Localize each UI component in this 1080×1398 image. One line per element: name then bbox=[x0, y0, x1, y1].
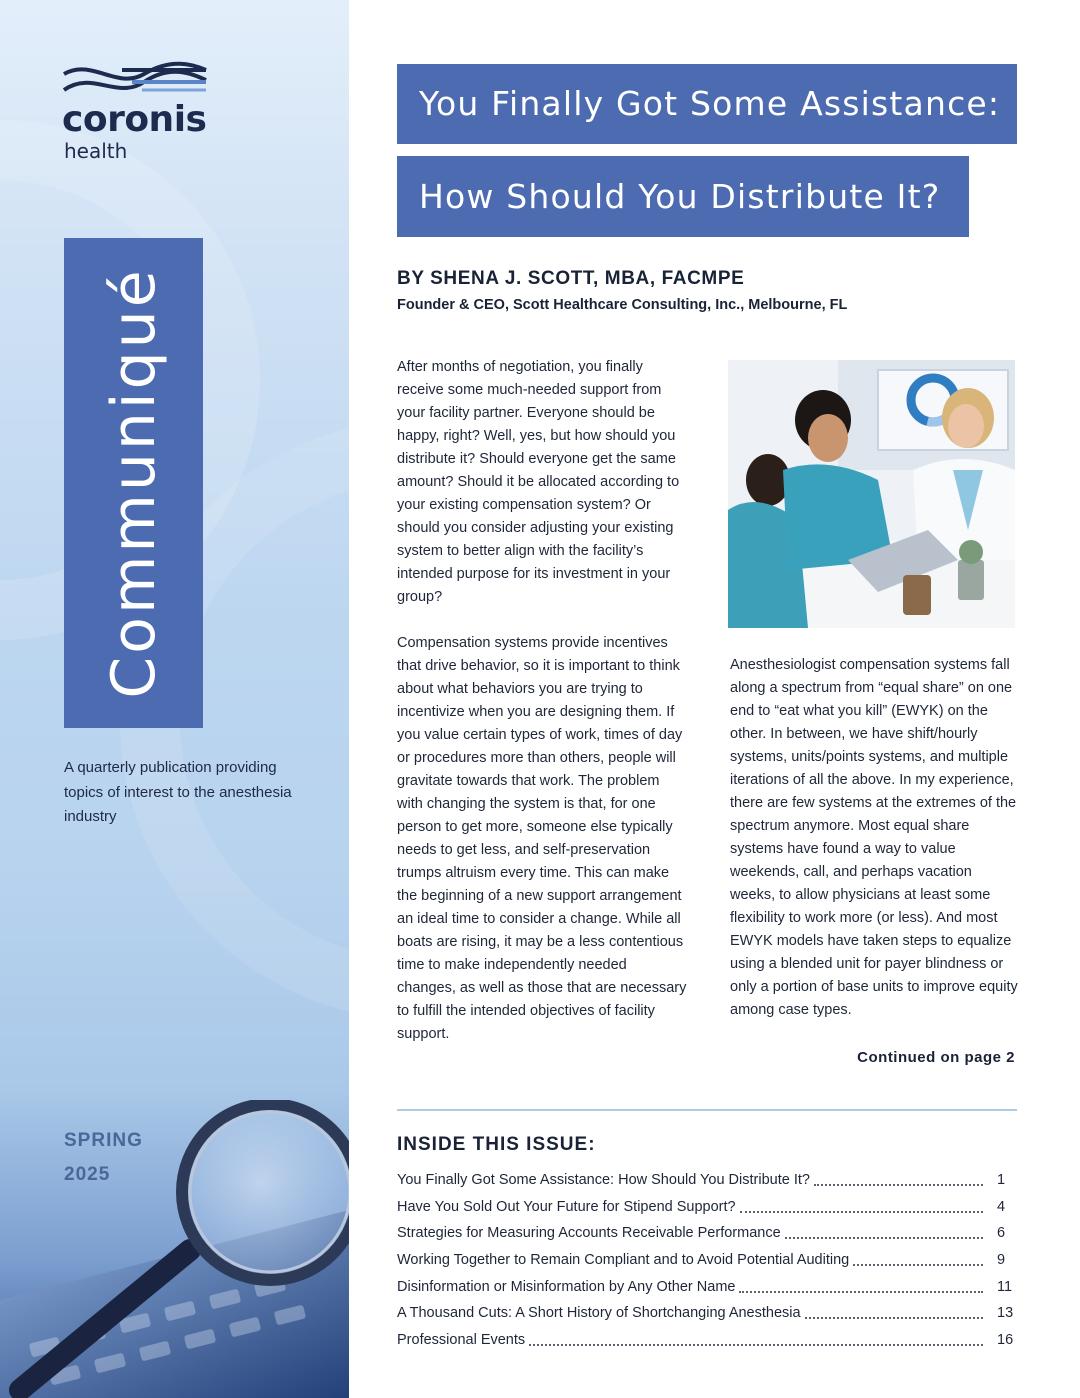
toc-item-title: Strategies for Measuring Accounts Receivable Performance bbox=[397, 1225, 781, 1242]
toc-leader-dots bbox=[814, 1174, 983, 1186]
toc-leader-dots bbox=[529, 1334, 983, 1346]
paragraph: Anesthesiologist compensation systems fall along a spectrum from “equal share” on one end to “eat what you kill” (EWYK) on the other. In between, we have shift/hourly systems, units/points systems, and multiple iterations of all the above. In my experience, there are few systems at the extremes of the spectrum anymore. Most equal share systems have found a way to value weekends, call, and perhaps vacation weeks, to allow physicians at least some flexibility to work more (or less). And most EWYK models have taken steps to equalize using a blended unit for payer blindness or only a portion of base units to improve equity among case types. bbox=[730, 657, 1018, 1018]
toc-item-title: Have You Sold Out Your Future for Stipend Support? bbox=[397, 1198, 736, 1215]
logo-wordmark: coronis bbox=[62, 99, 207, 140]
logo-wave-icon bbox=[62, 60, 208, 100]
clinicians-meeting-photo bbox=[728, 360, 1015, 628]
toc-item-page: 4 bbox=[997, 1198, 1006, 1215]
toc-leader-dots bbox=[740, 1201, 983, 1213]
toc-item[interactable] bbox=[397, 1167, 1017, 1194]
article-title-line-1: You Finally Got Some Assistance: bbox=[397, 64, 1017, 144]
author-affiliation: Founder & CEO, Scott Healthcare Consulting, Inc., Melbourne, FL bbox=[397, 297, 848, 313]
toc-item[interactable] bbox=[397, 1194, 1017, 1221]
paragraph: After months of negotiation, you finally receive some much-needed support from your facility partner. Everyone should be happy, right? Well, yes, but how should you distribute it? Should everyone get the same amount? Should it be allocated according to your existing compensation system? Or should you consider adjusting your existing system to better align with the facility’s intended purpose for its investment in your group? bbox=[397, 359, 680, 605]
toc-item-page: 9 bbox=[997, 1252, 1006, 1269]
article-column-2 bbox=[730, 654, 1020, 1045]
coronis-health-logo bbox=[62, 60, 212, 163]
toc-item-page: 1 bbox=[997, 1172, 1006, 1189]
article-column-1 bbox=[397, 356, 689, 1069]
issue-year: 2025 bbox=[64, 1164, 111, 1185]
publication-tagline: A quarterly publication providing topics of interest to the anesthesia industry bbox=[64, 759, 292, 825]
logo-subtitle: health bbox=[64, 139, 128, 163]
masthead-title: Communiqué bbox=[98, 267, 169, 699]
toc-item-title: Working Together to Remain Compliant and to Avoid Potential Auditing bbox=[397, 1252, 850, 1269]
section-divider bbox=[397, 1109, 1017, 1111]
toc-leader-dots bbox=[739, 1281, 983, 1293]
toc-item[interactable] bbox=[397, 1247, 1017, 1274]
toc-item-page: 16 bbox=[997, 1331, 1014, 1348]
toc-item-page: 13 bbox=[997, 1305, 1014, 1322]
toc-leader-dots bbox=[805, 1307, 983, 1319]
toc-item-title: You Finally Got Some Assistance: How Should You Distribute It? bbox=[397, 1172, 810, 1189]
toc-item[interactable] bbox=[397, 1327, 1017, 1354]
sidebar bbox=[0, 0, 349, 1398]
table-of-contents bbox=[397, 1167, 1017, 1353]
article-byline: BY SHENA J. SCOTT, MBA, FACMPE bbox=[397, 268, 745, 289]
toc-item[interactable] bbox=[397, 1273, 1017, 1300]
paragraph: Compensation systems provide incentives that drive behavior, so it is important to think about what behaviors you are trying to incentivize when you are designing them. If you value certain types of work, times of day or procedures more than others, people will gravitate towards that work. The problem with changing the system is that, for one person to get more, someone else typically needs to get less, and self-preservation trumps altruism every time. This can make the beginning of a new support arrangement an ideal time to consider a change. While all boats are rising, it may be a less contentious time to make independently needed changes, as well as those that are necessary to fulfill the intended objectives of facility support. bbox=[397, 635, 687, 1042]
masthead-banner bbox=[64, 238, 203, 728]
toc-item-title: Professional Events bbox=[397, 1331, 526, 1348]
toc-heading: INSIDE THIS ISSUE: bbox=[397, 1134, 596, 1155]
continued-link[interactable]: Continued on page 2 bbox=[857, 1049, 1015, 1066]
toc-leader-dots bbox=[785, 1227, 983, 1239]
toc-item[interactable] bbox=[397, 1300, 1017, 1327]
toc-item[interactable] bbox=[397, 1220, 1017, 1247]
toc-item-page: 11 bbox=[997, 1278, 1013, 1295]
issue-season: SPRING bbox=[64, 1130, 143, 1151]
toc-leader-dots bbox=[853, 1254, 983, 1266]
article-title-line-2: How Should You Distribute It? bbox=[397, 156, 969, 237]
toc-item-page: 6 bbox=[997, 1225, 1006, 1242]
magnifying-glass-keyboard-image bbox=[0, 1100, 349, 1398]
toc-item-title: Disinformation or Misinformation by Any Other Name bbox=[397, 1278, 736, 1295]
toc-item-title: A Thousand Cuts: A Short History of Shortchanging Anesthesia bbox=[397, 1305, 801, 1322]
